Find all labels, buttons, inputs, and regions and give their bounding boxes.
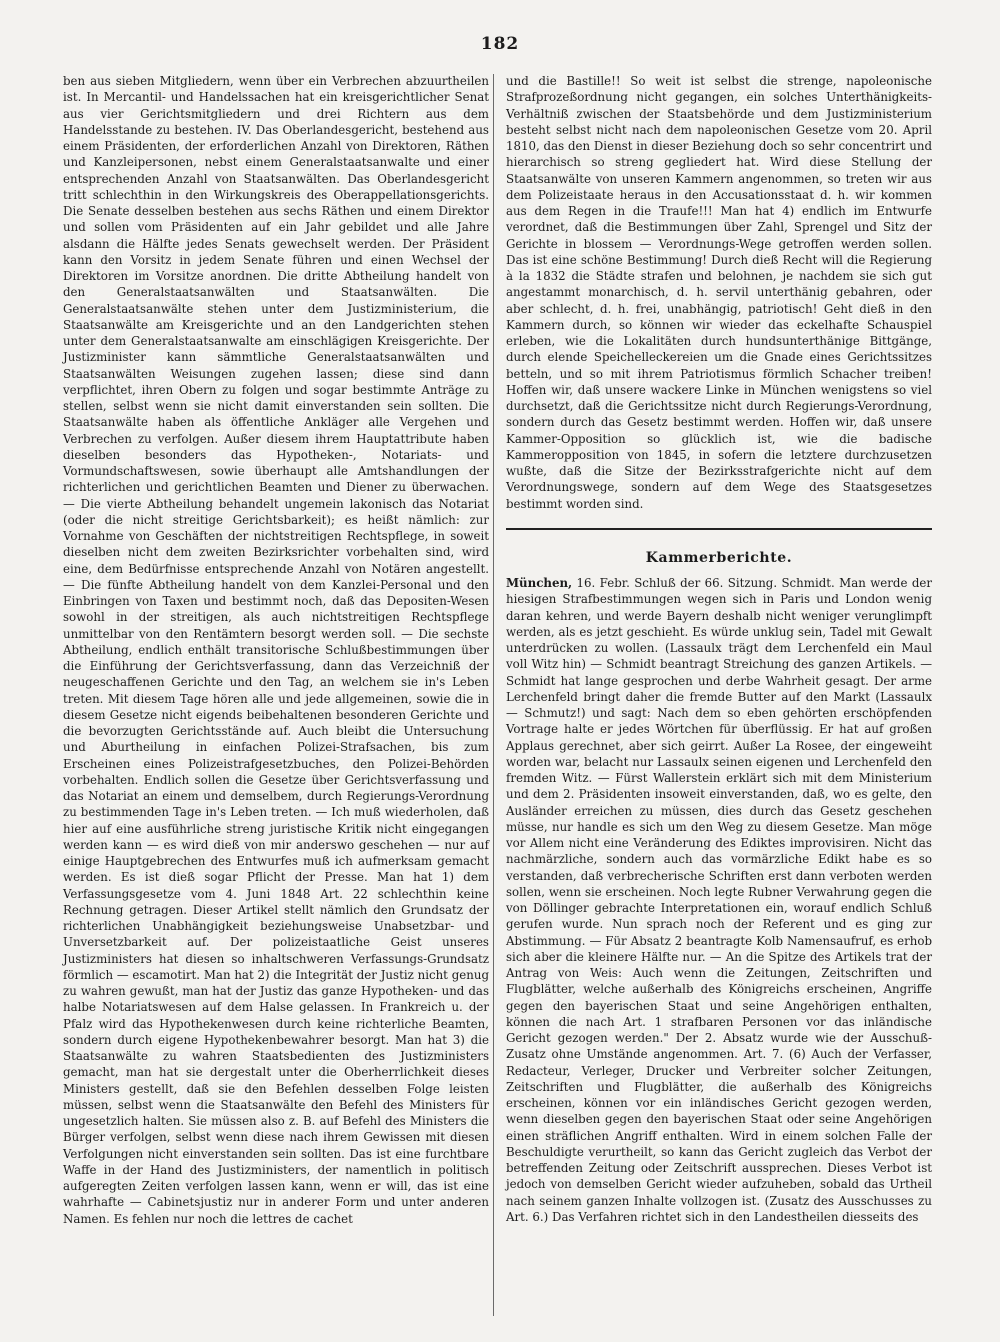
section-rule — [506, 528, 932, 530]
section-title: Kammerberichte. — [645, 549, 793, 566]
report-paragraph — [506, 575, 932, 1225]
left-column — [63, 73, 489, 1227]
right-column — [506, 73, 932, 1225]
column-divider — [493, 74, 494, 1316]
right-column-text: und die Bastille!! So weit ist selbst die strenge, napoleonische Strafprozeßordnung nicht gegangen, ein solches Unterthänigkeits-Verhältniß zwischen der Staatsbehörde und dem Justizministerium besteht selbst nicht nach dem napoleonischen Gesetze vom 20. April 1810, das den Dienst in dieser Beziehung doch so sehr concentrirt und hierarchisch so streng gegliedert hat. Wird diese Stellung der Staatsanwälte von unseren Kammern angenommen, so treten wir aus dem Polizeistaate heraus in den Accusationsstaat d. h. wir kommen aus dem Regen in die Traufe!!! Man hat 4) endlich im Entwurfe verordnet, daß die Bestimmungen über Zahl, Sprengel und Sitz der Gerichte in blossem — Verordnungs-Wege getroffen werden sollen. Das ist eine schöne Bestimmung! Durch dieß Recht will die Regierung à la 1832 die Städte strafen und belohnen, je nachdem sie sich gut angestammt monarchisch, d. h. servil unterthänig gebahren, oder aber schlecht, d. h. frei, unabhängig, patriotisch! Geht dieß in den Kammern durch, so können wir wieder das eckelhafte Schauspiel erleben, wie die Lokalitäten durch hundsunterthänige Bittgänge, durch elende Speichelleckereien um die Gnade eines Gerichtssitzes betteln, und so mit ihrem Patriotismus förmlich Schacher treiben! Hoffen wir, daß unsere wackere Linke in München wenigstens so viel durchsetzt, daß die Gerichtssitze nicht durch Regierungs-Verordnung, sondern durch das Gesetz bestimmt werden. Hoffen wir, daß unsere Kammer-Opposition so glücklich ist, wie die badische Kammeropposition von 1845, in sofern die letztere durchzusetzen wußte, daß die Sitze der Bezirksstrafgerichte nicht auf dem Verordnungswege, sondern auf dem Wege des Staatsgesetzes bestimmt worden sind. — [506, 74, 932, 511]
left-column-text: ben aus sieben Mitgliedern, wenn über ein Verbrechen abzuurtheilen ist. In Mercantil- und Handelssachen hat ein kreisgerichtlicher Senat aus vier Gerichtsmitgliedern und drei Richtern aus dem Handelsstande zu bestehen. IV. Das Oberlandesgericht, bestehend aus einem Präsidenten, der erforderlichen Anzahl von Direktoren, Räthen und Kanzleipersonen, nebst einem Generalstaatsanwalte und einer entsprechenden Anzahl von Staatsanwälten. Das Oberlandesgericht tritt schlechthin in den Wirkungskreis des Oberappellationsgerichts. Die Senate desselben bestehen aus sechs Räthen und einem Direktor und sollen vom Präsidenten auf ein Jahr gebildet und alle Jahre alsdann die Hälfte jedes Senats gewechselt werden. Der Präsident kann den Vorsitz in jedem Senate führen und einen Wechsel der Direktoren im Vorsitze anordnen. Die dritte Abtheilung handelt von den Generalstaatsanwälten und Staatsanwälten. Die Generalstaatsanwälte stehen unter dem Justizministerium, die Staatsanwälte am Kreisgerichte und an den Landgerichten stehen unter dem Generalstaatsanwalte am einschlägigen Kreisgerichte. Der Justizminister kann sämmtliche Generalstaatsanwälten und Staatsanwälten Weisungen zugehen lassen; diese sind dann verpflichtet, ihren Obern zu folgen und sogar bestimmte Anträge zu stellen, selbst wenn sie nicht damit einverstanden sein sollten. Die Staatsanwälte haben als öffentliche Ankläger alle Vergehen und Verbrechen zu verfolgen. Außer diesem ihrem Hauptattribute haben dieselben besonders das Hypotheken-, Notariats- und Vormundschaftswesen, sowie überhaupt alle Amtshandlungen der richterlichen und gerichtlichen Beamten und Diener zu überwachen. — Die vierte Abtheilung behandelt ungemein lakonisch das Notariat (oder die nicht streitige Gerichtsbarkeit); es heißt nämlich: zur Vornahme von Geschäften der nichtstreitigen Rechtspflege, in soweit dieselben nicht dem zweiten Bezirksrichter vorbehalten sind, wird eine, dem Bedürfnisse entsprechende Anzahl von Notären angestellt. — Die fünfte Abtheilung handelt von dem Kanzlei-Personal und den Einbringen von Taxen und bestimmt noch, daß das Depositen-Wesen sowohl in der streitigen, als auch nichtstreitigen Rechtspflege unmittelbar von den Rentämtern besorgt werden soll. — Die sechste Abtheilung, endlich enthält transitorische Schlußbestimmungen über die Einführung der Gerichtsverfassung, dann das Verzeichniß der neugeschaffenen Gerichte und den Tag, an welchem sie in's Leben treten. Mit diesem Tage hören alle und jede allgemeinen, sowie die in diesem Gesetze nicht eigends beibehaltenen besonderen Gerichte und die bevorzugten Gerichtsstände auf. Auch bleibt die Untersuchung und Aburtheilung in einfachen Polizei-Strafsachen, bis zum Erscheinen eines Polizeistrafgesetzbuches, den Polizei-Behörden vorbehalten. Endlich sollen die Gesetze über Gerichtsverfassung und das Notariat an einem und demselbem, durch Regierungs-Verordnung zu bestimmenden Tage in's Leben treten. — Ich muß wiederholen, daß hier auf eine ausführliche streng juristische Kritik nicht eingegangen werden kann — es wird dieß von mir anderswo geschehen — nur auf einige Hauptgebrechen des Entwurfes muß ich aufmerksam gemacht werden. Es ist dieß sogar Pflicht der Presse. Man hat 1) dem Verfassungsgesetze vom 4. Juni 1848 Art. 22 schlechthin keine Rechnung getragen. Dieser Artikel stellt nämlich den Grundsatz der richterlichen Unabhängigkeit beziehungsweise Unabsetzbar- und Unversetzbarkeit auf. Der polizeistaatliche Geist unseres Justizministers hat diesen so inhaltschweren Verfassungs-Grundsatz förmlich — escamotirt. Man hat 2) die Integrität der Justiz nicht genug zu wahren gewußt, man hat der Justiz das ganze Hypotheken- und das halbe Notariatswesen auf dem Halse gelassen. In Frankreich u. der Pfalz wird das Hypothekenwesen durch keine richterliche Beamten, sondern durch eigene Hypothekenbewahrer besorgt. Man hat 3) die Staatsanwälte zu wahren Staatsbedienten des Justizministers gemacht, man hat sie dergestalt unter die Oberherrlichkeit dieses Ministers gestellt, daß sie den Befehlen desselben Folge leisten müssen, selbst wenn die Staatsanwälte den Befehl des Ministers für ungesetzlich halten. Sie müssen also z. B. auf Befehl des Ministers die Bürger verfolgen, selbst wenn diese nach ihrem Gewissen mit diesen Verfolgungen nicht einverstanden sein sollten. Das ist eine furchtbare Waffe in der Hand des Justizministers, der namentlich in politisch aufgeregten Zeiten verfolgen lassen kann, wenn er will, das ist eine wahrhafte — Cabinetsjustiz nur in anderer Form und unter anderen Namen. Es fehlen nur noch die lettres de cachet — [63, 74, 489, 1226]
report-text: 16. Febr. Schluß der 66. Sitzung. Schmidt. Man werde der hiesigen Strafbestimmungen wegen sich in Paris und London wenig daran kehren, und werde Bayern deshalb nicht weniger verunglimpft werden, als es jetzt geschieht. Es würde unklug sein, Tadel mit Gewalt unterdrücken zu wollen. (Lassaulx trägt dem Lerchenfeld ein Maul voll Witz hin) — Schmidt beantragt Streichung des ganzen Artikels. — Schmidt hat lange gesprochen und derbe Wahrheit gesagt. Der arme Lerchenfeld bringt daher die fremde Butter auf den Markt (Lassaulx — Schmutz!) und sagt: Nach dem so eben gehörten erschöpfenden Vortrage halte er jedes Wörtchen für überflüssig. Er hat auf großen Applaus gerechnet, aber sich geirrt. Außer La Rosee, der eingeweiht worden war, belacht nur Lassaulx seinen eigenen und Lerchenfeld den fremden Witz. — Fürst Wallerstein erklärt sich mit dem Ministerium und dem 2. Präsidenten insoweit einverstanden, daß, wo es gelte, den Ausländer erreichen zu müssen, dies durch das Gesetz geschehen müsse, nur handle es sich um den Weg zu diesem Gesetze. Man möge vor Allem nicht eine Veränderung des Ediktes improvisiren. Nicht das nachmärzliche, sondern auch das vormärzliche Edikt habe es so verstanden, daß verbrecherische Schriften erst dann verboten werden sollen, wenn sie erscheinen. Noch legte Rubner Verwahrung gegen die von Döllinger gebrachte Interpretationen ein, worauf endlich Schluß gerufen wurde. Nun sprach noch der Referent und es ging zur Abstimmung. — Für Absatz 2 beantragte Kolb Namensaufruf, es erhob sich aber die kleinere Hälfte nur. — An die Spitze des Artikels trat der Antrag von Weis: Auch wenn die Zeitungen, Zeitschriften und Flugblätter, welche außerhalb des Königreichs erscheinen, Angriffe gegen den bayerischen Staat und seine Angehörigen enthalten, können die nach Art. 1 strafbaren Personen vor das inländische Gericht gezogen werden." Der 2. Absatz wurde wie der Ausschuß-Zusatz ohne Umstände angenommen. Art. 7. (6) Auch der Verfasser, Redacteur, Verleger, Drucker und Verbreiter solcher Zeitungen, Zeitschriften und Flugblätter, die außerhalb des Königreichs erscheinen, können vor ein inländisches Gericht gezogen werden, wenn dieselben gegen den bayerischen Staat oder seine Angehörigen einen sträflichen Angriff enthalten. Wird in einem solchen Falle der Beschuldigte verurtheilt, so kann das Gericht zugleich das Verbot der betreffenden Zeitung oder Zeitschrift aussprechen. Dieses Verbot ist jedoch von demselben Gericht wieder aufzuheben, sobald das Urtheil nach seinem ganzen Inhalte vollzogen ist. (Zusatz des Ausschusses zu Art. 6.) Das Verfahren richtet sich in den Landestheilen diesseits des — [506, 576, 933, 1224]
report-dateline: München, — [506, 576, 573, 590]
page-number: 182 — [480, 34, 520, 54]
